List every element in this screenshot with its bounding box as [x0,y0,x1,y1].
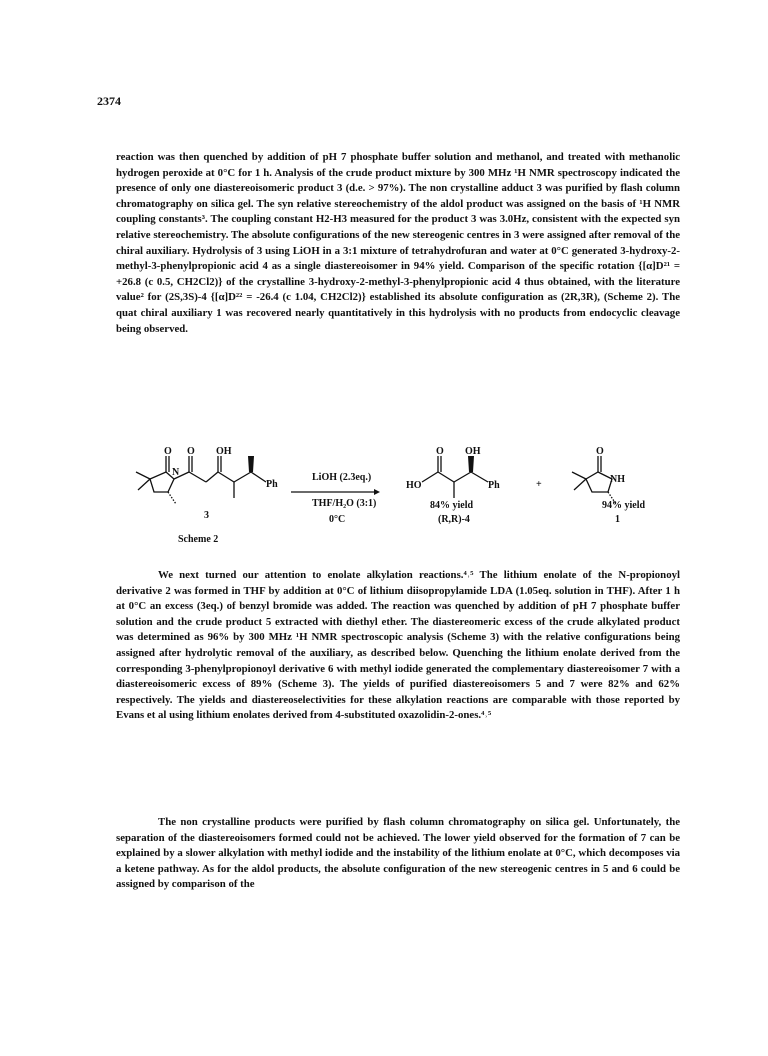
product-1-label: 1 [615,514,620,525]
product-1-yield: 94% yield [602,500,646,511]
atom-ho-product: HO [406,480,422,491]
reagent-solvent: THF/H₂O (3:1) [312,498,377,509]
plus-sign: + [536,479,542,490]
atom-o-2: O [187,446,195,457]
product-4-yield: 84% yield [430,500,474,511]
paragraph-3: The non crystalline products were purified by flash column chromatography on silica gel. Unfortunately, the separation of the diastereoisomers formed could not be achieved. The lower yield observed for the formation of 7 can be explained by a slower alkylation with methyl iodide and the instability of the lithium enolate at 0°C, which decomposes via a ketene pathway. As for the aldol products, the absolute configuration of the new stereogenic centres in 5 and 6 could be assigned by comparison of the [116,816,680,891]
atom-ph-reactant: Ph [266,479,278,490]
page-number: 2374 [97,94,121,108]
paragraph-2: We next turned our attention to enolate alkylation reactions.⁴˒⁵ The lithium enolate of the N-propionoyl derivative 2 was formed in THF by addition at 0°C of lithium diisopropylamide LDA (1.05eq. solution in THF). After 1 h at 0°C an excess (3eq.) of benzyl bromide was added. The reaction was quenched by addition of pH 7 phosphate buffer solution and the crude product 5 extracted with diethyl ether. The diastereomeric excess of the crude alkylated product was determined as 96% by 300 MHz ¹H NMR spectroscopic analysis (Scheme 3) with the relative configurations being assigned after hydrolytic removal of the auxiliary, as described below. Quenching the lithium enolate derived from the corresponding 3-phenylpropionoyl derivative 6 with methyl iodide generated the complementary diastereoisomer 7 with a diastereoisomeric excess of 89% (Scheme 3). The yields of purified diastereoisomers 5 and 7 were 82% and 62% respectively. The yields and diastereoselectivities for these alkylation reactions are comparable with those reported by Evans et al using lithium enolates derived from 4-substituted oxazolidin-2-ones.⁴˒⁵ [116,569,680,722]
reactant-label: 3 [204,510,209,521]
scheme-2 [116,442,680,552]
product-4-structure [422,456,488,498]
reactant-3-structure [136,456,266,504]
atom-oh-product: OH [465,446,481,457]
scheme-caption: Scheme 2 [178,534,219,545]
atom-ph-product: Ph [488,480,500,491]
reaction-scheme-svg [116,442,680,552]
atom-o-auxiliary: O [596,446,604,457]
atom-nh: NH [610,474,625,485]
product-4-label: (R,R)-4 [438,514,470,525]
atom-o-1: O [164,446,172,457]
paragraph-1: reaction was then quenched by addition of pH 7 phosphate buffer solution and methanol, and treated with methanolic hydrogen peroxide at 0°C for 1 h. Analysis of the crude product mixture by 300 MHz ¹H NMR spectroscopy indicated the presence of only one diastereoisomeric product 3 (d.e. > 97%). The non crystalline adduct 3 was purified by flash column chromatography on silica gel. The syn relative stereochemistry of the aldol product was assigned on the basis of ¹H NMR coupling constants³. The coupling constant H2-H3 measured for the product 3 was 3.0Hz, consistent with the expected syn relative stereochemistry. The absolute configurations of the new stereogenic centres in 3 were assigned after removal of the chiral auxiliary. Hydrolysis of 3 using LiOH in a 3:1 mixture of tetrahydrofuran and water at 0°C generated 3-hydroxy-2-methyl-3-phenylpropionic acid 4 as a single diastereoisomer in 94% yield. Comparison of the specific rotation {[α]D²¹ = +26.8 (c 0.5, CH2Cl2)} of the crystalline 3-hydroxy-2-methyl-3-phenylpropionic acid 4 thus obtained, with the literature value² for (2S,3S)-4 {[α]D²² = -26.4 (c 1.04, CH2Cl2)} established its absolute configuration as (2R,3R), (Scheme 2). The quat chiral auxiliary 1 was recovered nearly quantitatively in this hydrolysis with no products from endocyclic cleavage being observed. [116,151,680,335]
reagent-temperature: 0°C [329,514,346,525]
atom-oh-reactant: OH [216,446,232,457]
reagent-top: LiOH (2.3eq.) [312,472,372,483]
atom-n: N [172,467,180,478]
atom-o-product: O [436,446,444,457]
